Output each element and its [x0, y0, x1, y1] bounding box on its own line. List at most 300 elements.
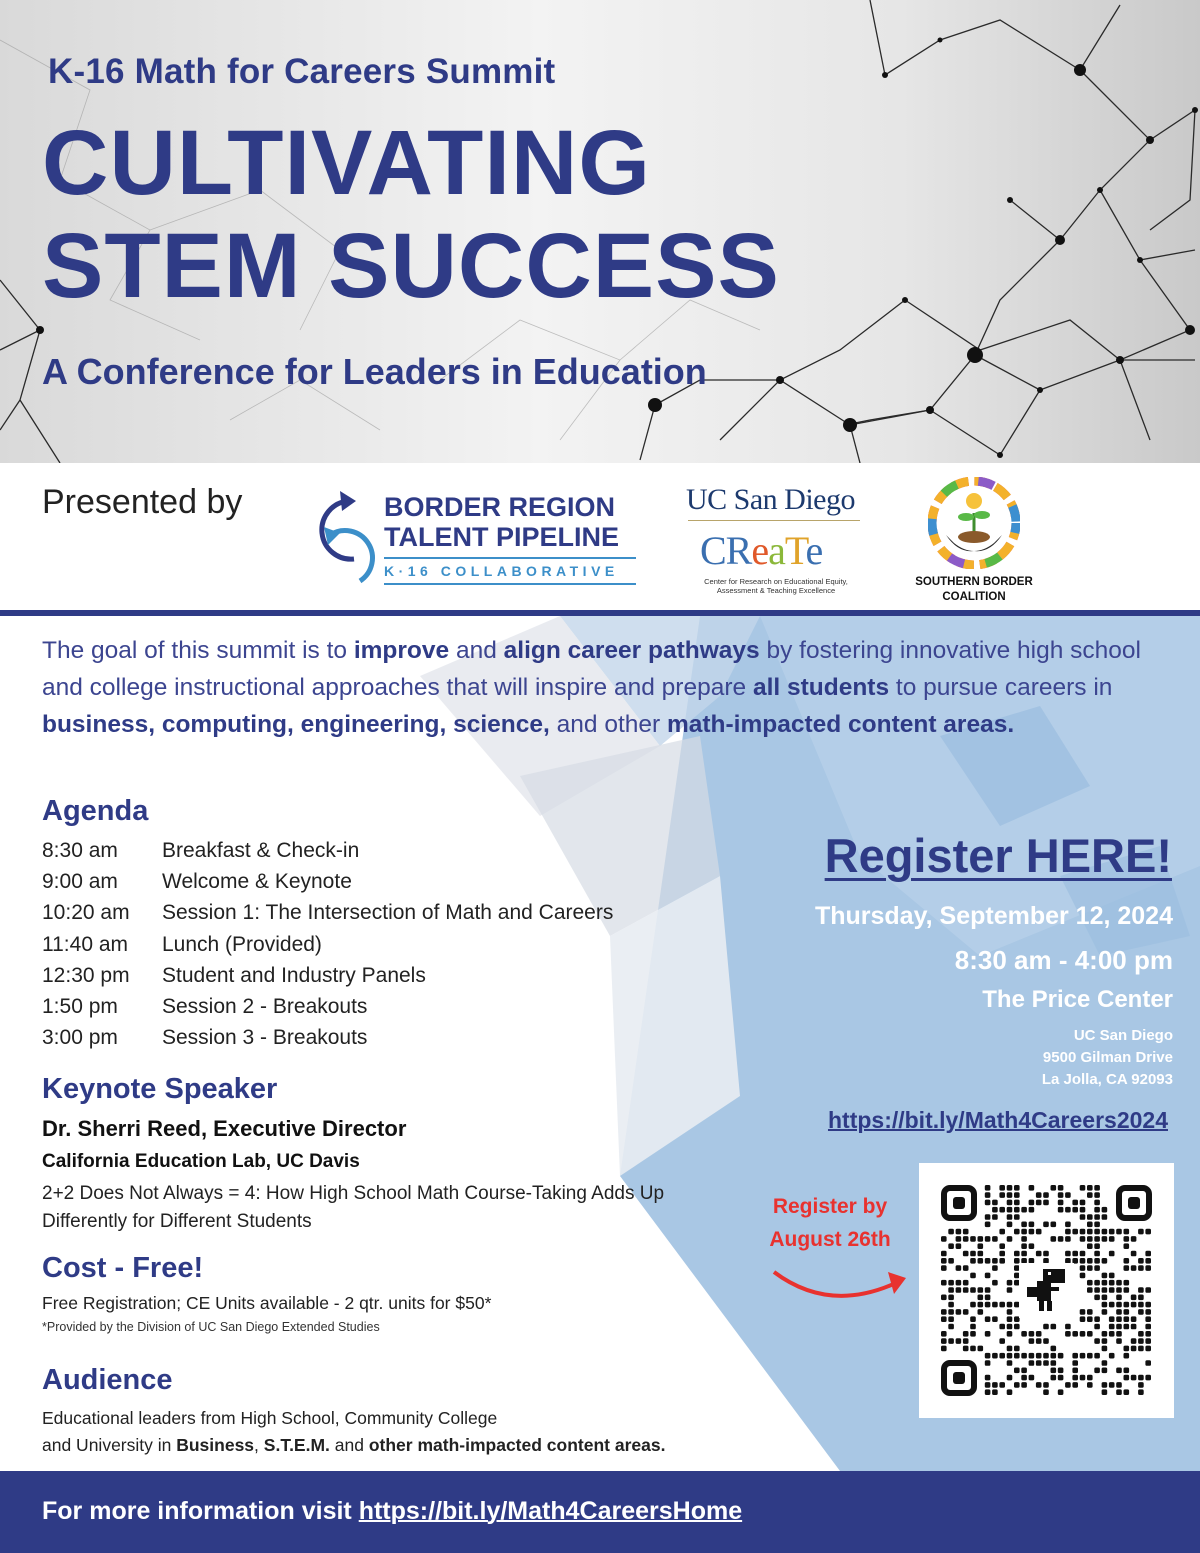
- qr-module: [1094, 1287, 1100, 1293]
- qr-module: [985, 1353, 991, 1359]
- qr-module: [1043, 1382, 1049, 1388]
- qr-module: [1116, 1309, 1122, 1315]
- qr-module: [1014, 1251, 1020, 1257]
- qr-module: [1051, 1346, 1057, 1352]
- qr-module: [1065, 1229, 1071, 1235]
- qr-module: [1138, 1258, 1144, 1264]
- qr-module: [1087, 1331, 1093, 1337]
- qr-module: [963, 1251, 969, 1257]
- qr-module: [1124, 1236, 1130, 1242]
- qr-module: [1007, 1360, 1013, 1366]
- qr-module: [1145, 1309, 1151, 1315]
- qr-module: [1116, 1368, 1122, 1374]
- qr-module: [1029, 1353, 1035, 1359]
- qr-module: [1014, 1200, 1020, 1206]
- qr-module: [1116, 1316, 1122, 1322]
- qr-module: [1051, 1222, 1057, 1228]
- qr-module: [1145, 1324, 1151, 1330]
- qr-module: [1124, 1243, 1130, 1249]
- qr-module: [1043, 1251, 1049, 1257]
- qr-module: [1007, 1309, 1013, 1315]
- qr-module: [948, 1280, 954, 1286]
- agenda-time: 12:30 pm: [42, 963, 130, 987]
- qr-module: [1029, 1222, 1035, 1228]
- qr-module: [1058, 1353, 1064, 1359]
- qr-module: [999, 1338, 1005, 1344]
- agenda-row: [42, 835, 742, 866]
- qr-module: [985, 1273, 991, 1279]
- qr-module: [1029, 1375, 1035, 1381]
- qr-module: [999, 1185, 1005, 1191]
- agenda-time: 8:30 am: [42, 839, 118, 862]
- qr-module: [948, 1338, 954, 1344]
- agenda-time: 11:40 am: [42, 932, 128, 956]
- qr-module: [1145, 1331, 1151, 1337]
- qr-module: [978, 1295, 984, 1301]
- qr-module: [1138, 1346, 1144, 1352]
- qr-module: [978, 1309, 984, 1315]
- agenda-row: [42, 897, 742, 928]
- qr-module: [1102, 1338, 1108, 1344]
- qr-module: [992, 1389, 998, 1395]
- agenda-row: [42, 991, 742, 1022]
- sbc-logo: [904, 477, 1044, 607]
- qr-module: [1014, 1346, 1020, 1352]
- qr-module: [1102, 1207, 1108, 1213]
- title-line-2: STEM SUCCESS: [42, 215, 780, 317]
- qr-module: [948, 1295, 954, 1301]
- qr-module: [1058, 1368, 1064, 1374]
- qr-module: [1094, 1185, 1100, 1191]
- qr-module: [1065, 1258, 1071, 1264]
- qr-module: [1124, 1302, 1130, 1308]
- agenda-item: Breakfast & Check-in: [162, 839, 360, 862]
- qr-module: [999, 1192, 1005, 1198]
- qr-module: [1072, 1207, 1078, 1213]
- qr-module: [1007, 1236, 1013, 1242]
- deadline-line: August 26th: [769, 1228, 891, 1251]
- footer-info-link[interactable]: https://bit.ly/Math4CareersHome: [358, 1497, 743, 1525]
- qr-module: [1021, 1353, 1027, 1359]
- qr-module: [1080, 1207, 1086, 1213]
- qr-module: [1102, 1382, 1108, 1388]
- qr-module: [1072, 1331, 1078, 1337]
- qr-module: [1094, 1236, 1100, 1242]
- qr-module: [1007, 1192, 1013, 1198]
- keynote-speaker-name: Dr. Sherri Reed, Executive Director: [42, 1116, 407, 1141]
- agenda-row: [42, 866, 742, 897]
- qr-module: [1094, 1353, 1100, 1359]
- qr-module: [1043, 1324, 1049, 1330]
- agenda-row: [42, 929, 742, 960]
- agenda-item: Session 2 - Breakouts: [162, 994, 368, 1018]
- qr-module: [1014, 1302, 1020, 1308]
- qr-code-with-dinosaur-icon: [919, 1163, 1174, 1418]
- qr-module: [1043, 1192, 1049, 1198]
- qr-module: [985, 1258, 991, 1264]
- qr-module: [1116, 1280, 1122, 1286]
- qr-module: [1051, 1185, 1057, 1191]
- audience-emphasis: other math-impacted content areas.: [368, 1435, 666, 1455]
- agenda-time: 10:20 am: [42, 901, 130, 925]
- qr-module: [985, 1375, 991, 1381]
- footer-text: [42, 1497, 742, 1526]
- qr-module: [1109, 1251, 1115, 1257]
- qr-module: [948, 1316, 954, 1322]
- qr-module: [1094, 1192, 1100, 1198]
- qr-module: [1094, 1338, 1100, 1344]
- agenda-item: Session 1: The Intersection of Math and Careers: [162, 901, 614, 925]
- qr-module: [1124, 1375, 1130, 1381]
- qr-module: [1116, 1302, 1122, 1308]
- qr-module: [1007, 1222, 1013, 1228]
- qr-module: [941, 1316, 947, 1322]
- qr-module: [1138, 1331, 1144, 1337]
- qr-module: [1145, 1338, 1151, 1344]
- qr-module: [1087, 1229, 1093, 1235]
- qr-module: [1094, 1258, 1100, 1264]
- qr-module: [970, 1331, 976, 1337]
- qr-module: [1021, 1258, 1027, 1264]
- qr-module: [941, 1346, 947, 1352]
- qr-module: [999, 1251, 1005, 1257]
- qr-module: [1102, 1309, 1108, 1315]
- qr-module: [1109, 1324, 1115, 1330]
- qr-module: [948, 1229, 954, 1235]
- qr-module: [956, 1338, 962, 1344]
- qr-module: [1102, 1389, 1108, 1395]
- goal-emphasis: math-impacted content areas.: [666, 711, 1015, 738]
- qr-module: [1080, 1273, 1086, 1279]
- qr-module: [1080, 1229, 1086, 1235]
- qr-module: [1116, 1287, 1122, 1293]
- qr-module: [985, 1192, 991, 1198]
- qr-module: [985, 1382, 991, 1388]
- qr-module: [1145, 1229, 1151, 1235]
- qr-module: [1109, 1316, 1115, 1322]
- event-address: [1042, 1025, 1173, 1091]
- qr-module: [992, 1353, 998, 1359]
- circular-arrows-icon: [296, 485, 380, 593]
- qr-module: [1007, 1346, 1013, 1352]
- qr-module: [985, 1316, 991, 1322]
- agenda-list: [42, 835, 742, 1053]
- qr-module: [1145, 1302, 1151, 1308]
- brtp-logo: [296, 485, 641, 595]
- qr-module: [1080, 1353, 1086, 1359]
- qr-module: [948, 1287, 954, 1293]
- curved-arrow-icon: [770, 1262, 910, 1312]
- qr-module: [1065, 1251, 1071, 1257]
- audience-text: [42, 1405, 822, 1459]
- qr-module: [1014, 1382, 1020, 1388]
- qr-module: [1021, 1207, 1027, 1213]
- audience-line: Educational leaders from High School, Community College: [42, 1408, 498, 1428]
- qr-module: [1014, 1258, 1020, 1264]
- qr-module: [992, 1302, 998, 1308]
- qr-module: [1072, 1368, 1078, 1374]
- qr-module: [1087, 1287, 1093, 1293]
- qr-module: [1087, 1265, 1093, 1271]
- qr-module: [1021, 1243, 1027, 1249]
- keynote-talk-title: 2+2 Does Not Always = 4: How High School Math Course-Taking Adds Up Differently for Different Students: [42, 1183, 665, 1232]
- qr-module: [999, 1243, 1005, 1249]
- qr-module: [1036, 1192, 1042, 1198]
- agenda-item: Welcome & Keynote: [162, 870, 352, 894]
- qr-module: [956, 1280, 962, 1286]
- address-line: La Jolla, CA 92093: [1041, 1071, 1173, 1088]
- qr-module: [1036, 1353, 1042, 1359]
- qr-module: [1080, 1375, 1086, 1381]
- goal-text: to pursue careers in: [889, 674, 1113, 701]
- qr-module: [1014, 1229, 1020, 1235]
- create-caption: Center for Research on Educational Equity, Assessment & Teaching Excellence: [704, 577, 848, 595]
- qr-module: [1036, 1229, 1042, 1235]
- goal-text: by fostering innovative high school and college instructional approaches that will inspire and prepare: [42, 637, 1141, 701]
- qr-module: [1080, 1236, 1086, 1242]
- qr-module: [963, 1287, 969, 1293]
- qr-module: [1051, 1368, 1057, 1374]
- qr-code[interactable]: [919, 1163, 1174, 1418]
- qr-module: [1072, 1353, 1078, 1359]
- qr-module: [1102, 1346, 1108, 1352]
- qr-module: [1138, 1375, 1144, 1381]
- qr-module: [1051, 1360, 1057, 1366]
- qr-module: [1087, 1353, 1093, 1359]
- qr-module: [1072, 1360, 1078, 1366]
- qr-module: [1072, 1258, 1078, 1264]
- qr-module: [978, 1287, 984, 1293]
- qr-module: [1058, 1236, 1064, 1242]
- agenda-time: 3:00 pm: [42, 1026, 118, 1050]
- agenda-row: [42, 960, 742, 991]
- qr-module: [1124, 1389, 1130, 1395]
- qr-module: [1109, 1353, 1115, 1359]
- qr-module: [992, 1316, 998, 1322]
- qr-module: [1014, 1192, 1020, 1198]
- qr-module: [1124, 1346, 1130, 1352]
- qr-module: [1029, 1207, 1035, 1213]
- qr-module: [1029, 1229, 1035, 1235]
- subtitle: A Conference for Leaders in Education: [42, 351, 707, 392]
- qr-module: [948, 1243, 954, 1249]
- qr-module: [956, 1243, 962, 1249]
- qr-module: [1014, 1316, 1020, 1322]
- qr-module: [1109, 1331, 1115, 1337]
- register-url-link[interactable]: https://bit.ly/Math4Careers2024: [827, 1107, 1168, 1133]
- qr-module: [1036, 1331, 1042, 1337]
- qr-module: [1065, 1222, 1071, 1228]
- qr-module: [1138, 1265, 1144, 1271]
- address-line: 9500 Gilman Drive: [1042, 1049, 1173, 1066]
- qr-module: [1094, 1324, 1100, 1330]
- qr-module: [1109, 1287, 1115, 1293]
- cost-heading: Cost - Free!: [42, 1252, 204, 1284]
- qr-module: [1138, 1309, 1144, 1315]
- qr-module: [1116, 1338, 1122, 1344]
- qr-module: [1109, 1302, 1115, 1308]
- qr-module: [1102, 1236, 1108, 1242]
- qr-module: [985, 1200, 991, 1206]
- qr-module: [1014, 1265, 1020, 1271]
- qr-module: [1145, 1360, 1151, 1366]
- qr-module: [1116, 1331, 1122, 1337]
- qr-module: [970, 1287, 976, 1293]
- qr-module: [1087, 1236, 1093, 1242]
- qr-module: [1138, 1382, 1144, 1388]
- qr-module: [1007, 1280, 1013, 1286]
- qr-module: [999, 1258, 1005, 1264]
- qr-module: [970, 1251, 976, 1257]
- audience-heading: Audience: [42, 1364, 173, 1396]
- qr-module: [1102, 1331, 1108, 1337]
- qr-module: [1087, 1258, 1093, 1264]
- brtp-name-line-2: TALENT PIPELINE: [384, 522, 620, 552]
- qr-module: [985, 1331, 991, 1337]
- audience-emphasis: S.T.E.M.: [263, 1435, 330, 1455]
- brtp-name-line-1: BORDER REGION: [384, 492, 616, 522]
- qr-module: [1021, 1331, 1027, 1337]
- qr-module: [1102, 1258, 1108, 1264]
- qr-module: [1124, 1368, 1130, 1374]
- cost-text: Free Registration; CE Units available - 2 qtr. units for $50*: [42, 1293, 492, 1313]
- qr-module: [1051, 1324, 1057, 1330]
- qr-module: [1014, 1207, 1020, 1213]
- qr-module: [999, 1353, 1005, 1359]
- qr-module: [978, 1236, 984, 1242]
- qr-module: [1124, 1265, 1130, 1271]
- goal-emphasis: align career pathways: [503, 637, 760, 664]
- qr-module: [985, 1389, 991, 1395]
- qr-module: [956, 1309, 962, 1315]
- qr-module: [1058, 1200, 1064, 1206]
- qr-module: [985, 1222, 991, 1228]
- qr-module: [970, 1236, 976, 1242]
- agenda-item: Lunch (Provided): [162, 932, 322, 956]
- qr-module: [1036, 1360, 1042, 1366]
- hands-with-seedling-icon: [928, 477, 1020, 569]
- qr-module: [963, 1265, 969, 1271]
- qr-module: [1138, 1338, 1144, 1344]
- qr-module: [1102, 1229, 1108, 1235]
- qr-module: [992, 1265, 998, 1271]
- qr-module: [1145, 1346, 1151, 1352]
- register-link[interactable]: Register HERE!: [824, 829, 1172, 882]
- qr-module: [1080, 1258, 1086, 1264]
- qr-module: [1072, 1251, 1078, 1257]
- qr-module: [941, 1265, 947, 1271]
- qr-module: [1087, 1309, 1093, 1315]
- qr-module: [1094, 1265, 1100, 1271]
- goal-text: The goal of this summit is to: [42, 637, 354, 664]
- qr-module: [1124, 1287, 1130, 1293]
- qr-module: [1131, 1265, 1137, 1271]
- footer-prefix: For more information visit: [42, 1497, 359, 1525]
- agenda-time: 1:50 pm: [42, 994, 118, 1018]
- event-venue: The Price Center: [982, 986, 1173, 1013]
- qr-module: [1021, 1368, 1027, 1374]
- qr-module: [1065, 1331, 1071, 1337]
- qr-module: [985, 1295, 991, 1301]
- qr-module: [999, 1302, 1005, 1308]
- qr-module: [1007, 1302, 1013, 1308]
- qr-module: [992, 1207, 998, 1213]
- qr-module: [963, 1346, 969, 1352]
- qr-module: [1080, 1265, 1086, 1271]
- qr-module: [999, 1207, 1005, 1213]
- summit-name: K-16 Math for Careers Summit: [48, 52, 556, 91]
- qr-module: [1145, 1375, 1151, 1381]
- cost-footnote: *Provided by the Division of UC San Diego Extended Studies: [42, 1320, 380, 1334]
- qr-module: [1145, 1265, 1151, 1271]
- goal-text: and other: [549, 711, 667, 738]
- presented-by-label: Presented by: [42, 483, 243, 521]
- qr-module: [1116, 1382, 1122, 1388]
- qr-module: [1007, 1331, 1013, 1337]
- qr-module: [1131, 1295, 1137, 1301]
- qr-module: [985, 1236, 991, 1242]
- footer-bar: [0, 1471, 1200, 1553]
- qr-module: [941, 1331, 947, 1337]
- qr-module: [978, 1251, 984, 1257]
- qr-module: [1102, 1360, 1108, 1366]
- deadline-line: Register by: [772, 1195, 888, 1218]
- qr-module: [1087, 1375, 1093, 1381]
- qr-module: [1014, 1368, 1020, 1374]
- title-line-1: CULTIVATING: [42, 112, 651, 214]
- qr-module: [1087, 1243, 1093, 1249]
- qr-module: [1043, 1353, 1049, 1359]
- qr-module: [1080, 1331, 1086, 1337]
- qr-module: [941, 1251, 947, 1257]
- qr-module: [1007, 1316, 1013, 1322]
- qr-module: [1043, 1258, 1049, 1264]
- qr-module: [1029, 1331, 1035, 1337]
- qr-module: [1102, 1295, 1108, 1301]
- qr-module: [1014, 1273, 1020, 1279]
- qr-module: [963, 1280, 969, 1286]
- qr-module: [1036, 1338, 1042, 1344]
- qr-module: [1094, 1280, 1100, 1286]
- qr-module: [1072, 1375, 1078, 1381]
- qr-module: [1007, 1324, 1013, 1330]
- qr-module: [1145, 1258, 1151, 1264]
- qr-module: [1058, 1192, 1064, 1198]
- qr-module: [1036, 1200, 1042, 1206]
- qr-module: [985, 1287, 991, 1293]
- qr-module: [978, 1243, 984, 1249]
- qr-module: [941, 1236, 947, 1242]
- qr-module: [978, 1302, 984, 1308]
- qr-module: [963, 1229, 969, 1235]
- qr-module: [1124, 1309, 1130, 1315]
- qr-module: [992, 1200, 998, 1206]
- qr-module: [1080, 1316, 1086, 1322]
- qr-module: [1131, 1375, 1137, 1381]
- goal-text: and: [449, 637, 504, 664]
- qr-module: [1087, 1192, 1093, 1198]
- goal-statement: [42, 632, 1162, 743]
- create-wordmark: CReaTe: [700, 528, 823, 573]
- qr-module: [999, 1382, 1005, 1388]
- qr-module: [985, 1214, 991, 1220]
- qr-module: [948, 1302, 954, 1308]
- goal-emphasis: all students: [752, 674, 890, 701]
- qr-module: [1007, 1207, 1013, 1213]
- qr-module: [1029, 1243, 1035, 1249]
- qr-module: [1029, 1338, 1035, 1344]
- qr-module: [1065, 1207, 1071, 1213]
